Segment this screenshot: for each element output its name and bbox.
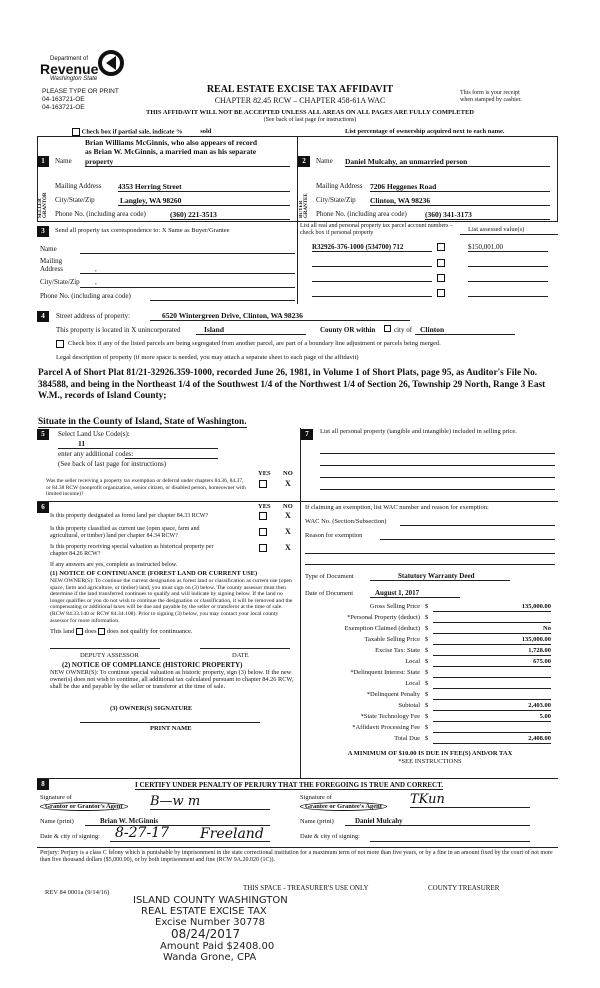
notice-compliance-title: (2) NOTICE OF COMPLIANCE (HISTORIC PROPERTY) (62, 661, 243, 669)
date-of-document-input[interactable]: August 1, 2017 (370, 589, 460, 598)
tax-row-value[interactable] (433, 691, 551, 700)
seller-city-label: City/State/Zip (55, 196, 95, 204)
grantee-signature-of: Signature of (300, 794, 332, 801)
tax-row-currency: $ (425, 724, 429, 731)
sold-label: sold (200, 128, 212, 136)
notice-continuance-title: (1) NOTICE OF CONTINUANCE (FOREST LAND OR CURRENT USE) (50, 570, 258, 577)
does-label: does (84, 628, 97, 635)
parcel-header: List all real and personal property tax parcel account numbers – check box if personal property (300, 223, 453, 236)
grantor-agent-label: Grantor or Grantor's Agent (40, 802, 128, 811)
tax-row (305, 647, 555, 658)
section-5-badge: 5 (37, 429, 49, 440)
current-use-no-mark[interactable]: X (285, 527, 291, 536)
seller-phone-input[interactable]: (360) 221-3513 (170, 210, 290, 220)
tax-row-currency: $ (425, 713, 429, 720)
section-3-badge: 3 (37, 226, 49, 237)
tax-calculation-table (305, 603, 555, 746)
perjury-notice: Perjury: Perjury is a class C felony which is punishable by imprisonment in the state correctional institution for a maximum term of not more than five years, or by a fine in an amount fixed by the court of not more than five thousand dollars ($5,000.00), or by both imprisonment and fine (RCW 9A.20.020 (1C)). (40, 850, 553, 863)
section-6-yes-header: YES (258, 503, 271, 510)
does-qualify-checkbox[interactable] (76, 628, 83, 635)
land-use-see-back: (See back of last page for instructions) (58, 460, 167, 468)
current-use-yes-checkbox[interactable] (259, 528, 267, 536)
historic-yes-checkbox[interactable] (259, 544, 267, 552)
buyer-name-label: Name (316, 157, 333, 165)
tax-row-value[interactable]: 135,000.00 (433, 636, 551, 645)
current-use-question: Is this property classified as current use (open space, farm and agricultural, or timber) land per chapter 84.34 RCW? (50, 526, 200, 539)
chapter-text: CHAPTER 82.45 RCW – CHAPTER 458-61A WAC (214, 96, 386, 105)
seller-phone-label: Phone No. (including area code) (55, 210, 146, 218)
treasurer-use-label: THIS SPACE - TREASURER'S USE ONLY (243, 884, 369, 892)
tax-row-value[interactable] (433, 614, 551, 623)
section-1-badge: 1 (37, 156, 49, 167)
tax-row-value[interactable]: 135,000.00 (433, 603, 551, 612)
additional-codes-label: enter any additional codes: (58, 450, 134, 458)
tax-row-label: Gross Selling Price (369, 603, 420, 610)
tax-row-label: Subtotal (398, 702, 420, 709)
city-of-checkbox[interactable] (384, 325, 391, 332)
tax-row-label: Excise Tax: State (375, 647, 420, 654)
tax-row-value[interactable]: No (433, 625, 551, 634)
personal-property-label: List all personal property (tangible and intangible) included in selling price. (320, 428, 517, 435)
correspondence-phone-label: Phone No. (including area code) (40, 292, 131, 300)
partial-sale-label: Check box if partial sale, indicate % (81, 128, 183, 136)
percentage-list-label: List percentage of ownership acquired next to each name. (345, 128, 505, 135)
forest-yes-checkbox[interactable] (259, 512, 267, 520)
grantor-date-city-label: Date & city of signing: (40, 833, 100, 840)
seller-name-line-2: as Brian W. McGinnis, a married man as his separate (85, 147, 257, 156)
personal-property-checkbox-2[interactable] (437, 259, 445, 267)
does-not-qualify-label: does not qualify for continuance. (106, 628, 193, 635)
section-5-yes-header: YES (258, 470, 271, 477)
exemption-yes-checkbox[interactable] (259, 480, 267, 488)
tax-row (305, 735, 555, 746)
revision-number: REV 84 0001a (9/14/16) (45, 889, 110, 896)
stamp-line-2: REAL ESTATE EXCISE TAX (141, 906, 267, 917)
wac-label: WAC No. (Section/Subsection) (305, 518, 387, 525)
tax-row-value[interactable] (433, 680, 551, 689)
see-instructions-notice: *SEE INSTRUCTIONS (398, 758, 462, 765)
county-input[interactable]: Island (196, 325, 306, 335)
section-5-no-header: NO (283, 470, 293, 477)
segregated-checkbox[interactable] (56, 340, 64, 348)
certify-statement: I CERTIFY UNDER PENALTY OF PERJURY THAT THE FOREGOING IS TRUE AND CORRECT. (135, 781, 444, 789)
see-back-text: (See back of last page for instructions) (263, 117, 357, 123)
land-use-label: Select Land Use Code(s): (58, 430, 130, 438)
buyer-phone-label: Phone No. (including area code) (316, 210, 407, 218)
correspondence-address-label: Address (40, 265, 63, 273)
seller-mailing-input[interactable]: 4353 Herring Street (118, 182, 290, 192)
buyer-phone-input[interactable]: (360) 341-3173 (425, 210, 550, 220)
stamp-line-1: ISLAND COUNTY WASHINGTON (133, 895, 288, 906)
tax-row-label: *State Technology Fee (360, 713, 420, 720)
legal-description-text: Parcel A of Short Plat 81/21-32926.359-1000, recorded June 26, 1981, in Volume 1 of Short Plats, page 95, as Auditor's File No. 384588, and being in the Northeast 1/4 of the Southwest 1/4 of the Northwest 1/4 of Section 26, Township 29 North, Range 3 East W.M., records of Island County; (38, 368, 546, 401)
tax-row (305, 636, 555, 647)
stamp-line-3: Excise Number 30778 (155, 917, 266, 928)
correspondence-address-comma: , (95, 265, 97, 273)
stamp-line-4: 08/24/2017 (171, 927, 241, 941)
page-title: REAL ESTATE EXCISE TAX AFFIDAVIT (206, 84, 394, 95)
tax-row-label: *Delinquent Penalty (366, 691, 420, 698)
buyer-city-input[interactable]: Clinton, WA 98236 (370, 196, 550, 206)
tax-row-value[interactable] (433, 669, 551, 678)
tax-row-label: *Delinquent Interest: State (350, 669, 420, 676)
tax-row (305, 713, 555, 724)
tax-row-value[interactable]: 675.00 (433, 658, 551, 667)
if-yes-instruction: If any answers are yes, complete as instructed below. (50, 562, 178, 568)
tax-row-currency: $ (425, 735, 429, 742)
tax-row-currency: $ (425, 647, 429, 654)
tax-row-value[interactable]: 2,403.00 (433, 702, 551, 711)
tax-row-label: *Affidavit Processing Fee (352, 724, 420, 731)
revenue-text: Revenue (40, 61, 99, 77)
tax-row-currency: $ (425, 680, 429, 687)
tax-row-label: *Personal Property (deduct) (347, 614, 420, 621)
legal-description-label: Legal description of property (if more space is needed, you may attach a separate sheet to each page of the affidavit) (56, 354, 359, 361)
state-text: Washington State (50, 76, 98, 82)
personal-property-checkbox-1[interactable] (437, 243, 445, 251)
exemption-no-mark[interactable]: X (285, 479, 291, 488)
this-land-label: This land (50, 628, 75, 635)
receipt-text-2: when stamped by cashier. (460, 97, 522, 103)
treasurer-stamp (133, 895, 288, 963)
grantor-signature[interactable]: B—w m (150, 794, 270, 810)
segregated-label: Check box if any of the listed parcels are being segregated from another parcel, are part of a boundary line adjustment or parcels being merged. (68, 340, 441, 347)
revenue-logo (40, 50, 140, 90)
tax-correspondence-label: Send all property tax correspondence to: X Same as Buyer/Grantee (55, 227, 230, 234)
correspondence-mailing-label: Mailing (40, 257, 63, 265)
county-treasurer-label: COUNTY TREASURER (428, 884, 500, 892)
buyer-name-input[interactable]: Daniel Mulcahy, an unmarried person (345, 157, 550, 167)
tax-row (305, 614, 555, 625)
seller-name-line-1: Brian Williams McGinnis, who also appears of record (85, 138, 258, 147)
grantor-signature-of: Signature of (40, 794, 72, 801)
form-number-1: 04-163721-OE (42, 96, 85, 103)
forest-land-question: Is this property designated as forest land per chapter 84.33 RCW? (50, 513, 209, 519)
section-6-badge: 6 (37, 502, 49, 513)
county-or-within-label: County OR within (320, 326, 376, 334)
claim-exemption-label: If claiming an exemption, list WAC number and reason for exemption: (305, 504, 489, 511)
grantee-name-input[interactable]: Daniel Mulcahy (345, 817, 530, 826)
deputy-date-label: DATE (232, 652, 249, 659)
section-2-badge: 2 (298, 156, 310, 167)
forest-no-mark[interactable]: X (285, 511, 291, 520)
revenue-logo-icon (98, 50, 124, 76)
tax-row-currency: $ (425, 625, 429, 632)
seller-mailing-label: Mailing Address (55, 182, 102, 190)
partial-sale-checkbox[interactable] (72, 128, 80, 136)
section-7-badge: 7 (301, 429, 313, 440)
tax-row-currency: $ (425, 636, 429, 643)
section-4-badge: 4 (37, 311, 49, 322)
tax-row-currency: $ (425, 614, 429, 621)
tax-row-currency: $ (425, 658, 429, 665)
tax-row (305, 625, 555, 636)
exemption-question: Was the seller receiving a property tax exemption or deferral under chapters 84.36, 84.37, or 84.38 RCW (nonprofit organization, senior citizen, or disabled person, homeowner with limited income)? (46, 478, 246, 497)
tax-row-value[interactable]: 1,728.00 (433, 647, 551, 656)
tax-row-value[interactable]: 2,408.00 (433, 735, 551, 744)
assessed-value-input[interactable]: $150,001.00 (468, 243, 548, 252)
tax-row (305, 603, 555, 614)
owner-signature-label: (3) OWNER(S) SIGNATURE (110, 705, 193, 712)
does-not-qualify-checkbox[interactable] (98, 628, 105, 635)
historic-question: Is this property receiving special valuation as historical property per chapter 84.26 RCW? (50, 544, 214, 557)
buyer-mailing-label: Mailing Address (316, 182, 363, 190)
city-of-label: city of (394, 326, 413, 334)
tax-row-currency: $ (425, 603, 429, 610)
receipt-text-1: This form is your receipt (460, 90, 520, 96)
correspondence-city-comma: , (95, 278, 97, 286)
deputy-assessor-label: DEPUTY ASSESSOR (80, 652, 139, 659)
tax-row-label: Local (405, 680, 420, 687)
personal-property-checkbox-4[interactable] (437, 289, 445, 297)
buyer-city-label: City/State/Zip (316, 196, 356, 204)
situate-text: Situate in the County of Island, State of Washington. (38, 417, 247, 427)
tax-row-label: Taxable Selling Price (364, 636, 420, 643)
notice-continuance-body: NEW OWNER(S): To continue the current designation as forest land or classification as current use (open space, farm and agriculture, or timber) land, you must sign on (3) below. The county assessor must then determine if the land transferred continues to qualify and will indicate by signing below. If the land no longer qualifies or you do not wish to continue the designation or classification, it will be removed and the compensating or additional taxes will be due and payable by the seller or transferor at the time of sale. (RCW 84.33.140 or RCW 84.34.108). Prior to signing (3) below, you may contact your local county assessor for more information. (50, 578, 293, 624)
grantor-name-input[interactable]: Brian W. McGinnis (85, 817, 270, 826)
tax-row (305, 702, 555, 713)
grantee-signature[interactable]: TKun (410, 792, 530, 808)
tax-row (305, 658, 555, 669)
stamp-line-5: Amount Paid $2408.00 (160, 941, 275, 952)
seller-name-line-3[interactable]: property (85, 157, 290, 167)
minimum-fee-notice: A MINIMUM OF $10.00 IS DUE IN FEE(S) AND/OR TAX (347, 750, 513, 757)
not-accepted-warning: THIS AFFIDAVIT WILL NOT BE ACCEPTED UNLESS ALL AREAS ON ALL PAGES ARE FULLY COMPLETED (146, 109, 474, 116)
tax-row-value[interactable]: 5.00 (433, 713, 551, 722)
seller-side-label: SELLER GRANTOR (38, 192, 48, 218)
print-name-label: PRINT NAME (150, 725, 192, 732)
please-type: PLEASE TYPE OR PRINT (42, 88, 119, 95)
reason-label: Reason for exemption (305, 532, 363, 539)
dept-of-text: Department of (50, 56, 89, 62)
type-of-document-label: Type of Document (305, 573, 354, 580)
tax-row-currency: $ (425, 669, 429, 676)
section-6-no-header: NO (283, 503, 293, 510)
tax-row-currency: $ (425, 702, 429, 709)
tax-row-label: Exemption Claimed (deduct) (344, 625, 420, 632)
tax-row-label: Local (405, 658, 420, 665)
buyer-side-label: BUYER GRANTEE (299, 193, 309, 218)
seller-city-input[interactable]: Langley, WA 98260 (118, 196, 290, 206)
seller-name-label: Name (55, 157, 72, 165)
tax-row-currency: $ (425, 691, 429, 698)
tax-row (305, 680, 555, 691)
historic-no-mark[interactable]: X (285, 543, 291, 552)
buyer-mailing-input[interactable]: 7206 Heggenes Road (370, 182, 550, 192)
city-input[interactable]: Clinton (415, 325, 515, 335)
grantee-agent-label: Grantee or Grantee's Agent (300, 802, 387, 811)
stamp-line-6: Wanda Grone, CPA (163, 952, 257, 963)
assessed-header: List assessed value(s) (468, 226, 525, 233)
form-number-2: 04-163721-OE (42, 104, 85, 111)
type-of-document-input[interactable]: Statutory Warranty Deed (370, 572, 510, 581)
tax-row-label: Total Due (394, 735, 420, 742)
personal-property-checkbox-3[interactable] (437, 274, 445, 282)
located-label: This property is located in X unincorporated (56, 326, 181, 334)
tax-row-value[interactable] (433, 724, 551, 733)
street-address-label: Street address of property: (56, 312, 131, 320)
section-8-badge: 8 (37, 779, 49, 790)
grantor-date-input[interactable]: 8-27-17 (115, 825, 169, 841)
street-address-input[interactable]: 6520 Wintergreen Drive, Clinton, WA 98236 (150, 311, 410, 321)
tax-row (305, 724, 555, 735)
date-of-document-label: Date of Document (305, 590, 354, 597)
tax-row (305, 669, 555, 680)
correspondence-city-label: City/State/Zip (40, 278, 80, 286)
grantee-date-city-label: Date & city of signing: (300, 833, 360, 840)
parcel-number-input[interactable]: R32926-376-1000 (534700) 712 (312, 243, 432, 252)
grantee-name-print-label: Name (print) (300, 818, 334, 825)
correspondence-name-label: Name (40, 245, 57, 253)
grantor-name-print-label: Name (print) (40, 818, 74, 825)
tax-row (305, 691, 555, 702)
grantor-city-input[interactable]: Freeland (200, 826, 264, 842)
notice-compliance-body: NEW OWNER(S): To continue special valuation as historic property, sign (3) below. If the new owner(s) does not wish to continue, all additional tax calculated pursuant to chapter 84.26 RCW, shall be due and payable by the seller or transferor at the time of sale. (50, 669, 294, 691)
land-use-input[interactable]: 11 (58, 439, 218, 449)
